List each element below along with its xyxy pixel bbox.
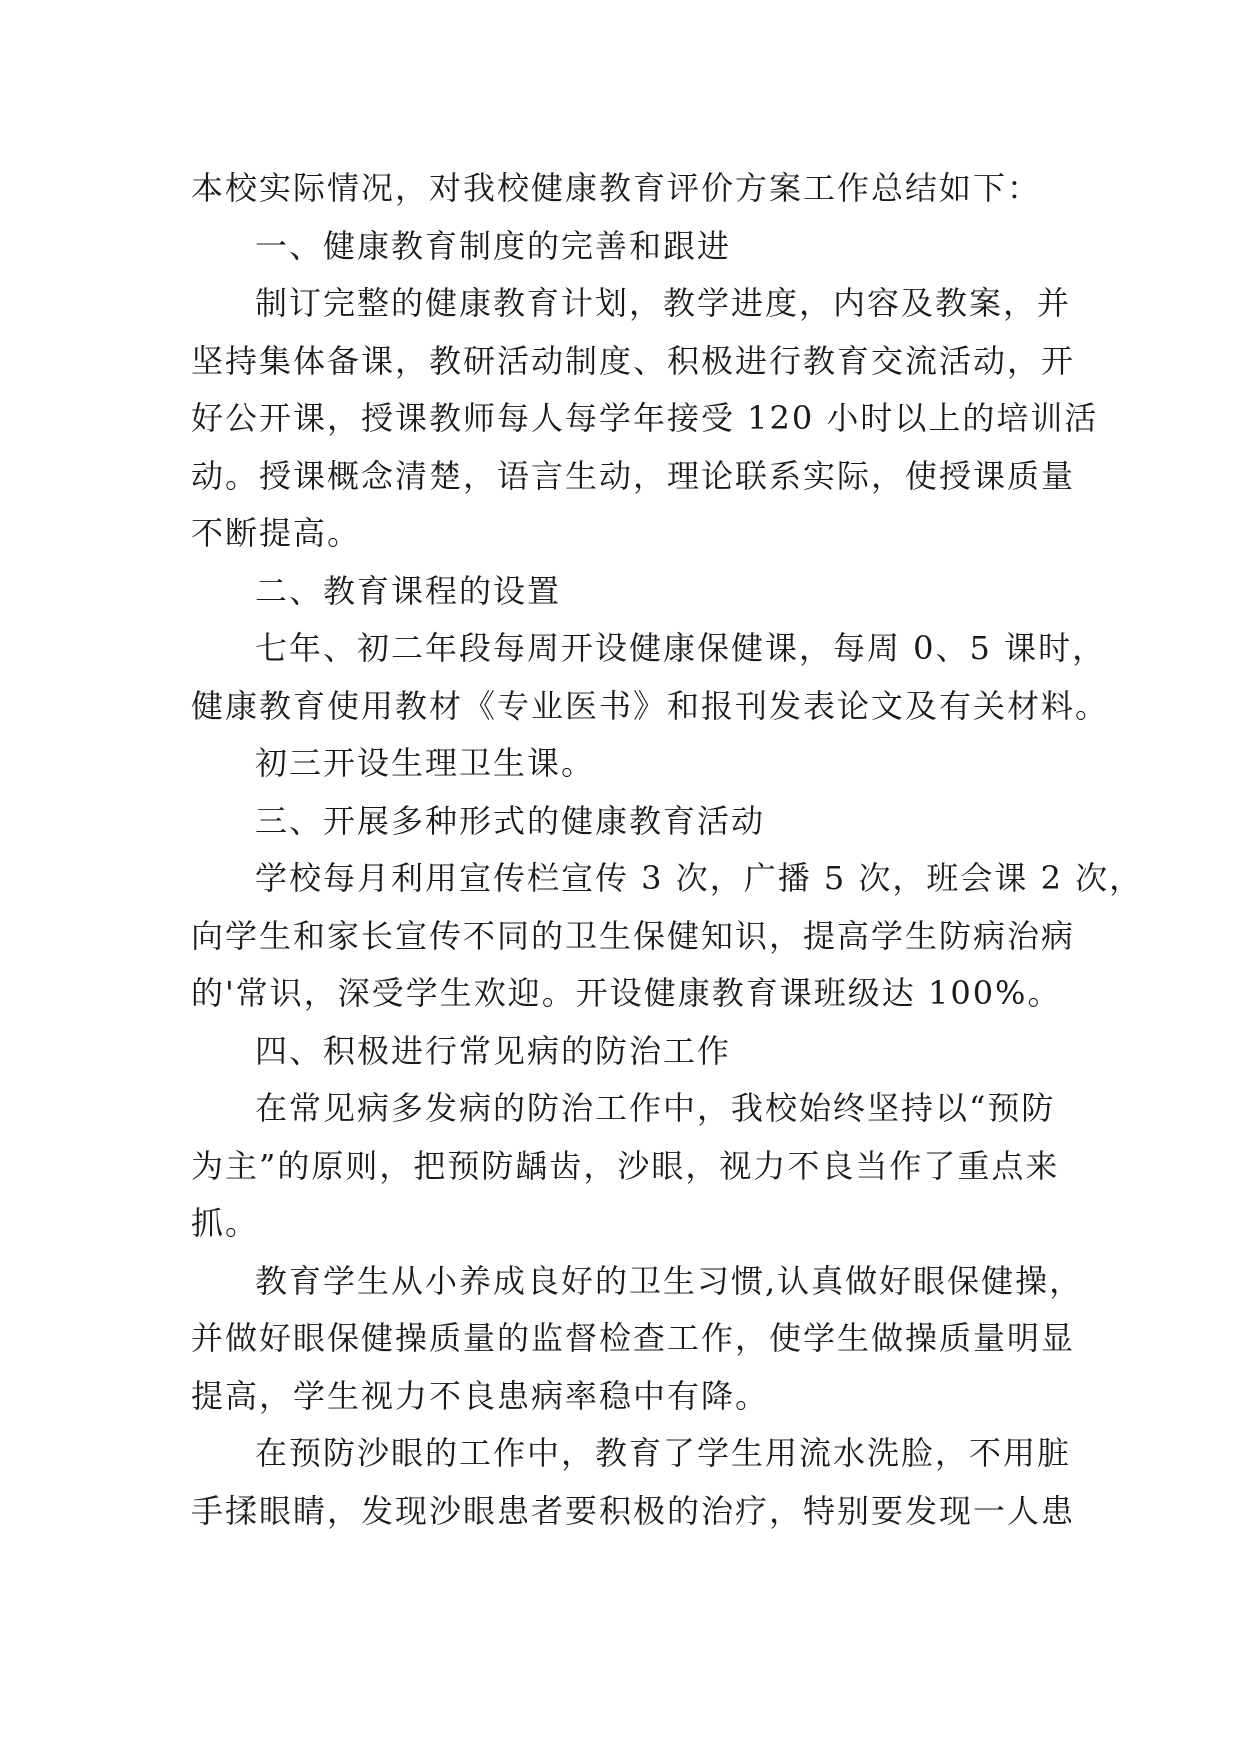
text-line: 好公开课，授课教师每人每学年接受 120 小时以上的培训活 — [191, 399, 1099, 437]
text-line: 健康教育使用教材《专业医书》和报刊发表论文及有关材料。 — [191, 686, 1110, 725]
text-line: 抓。 — [191, 1204, 260, 1242]
text-line: 制订完整的健康教育计划，教学进度，内容及教案，并 — [255, 284, 1072, 322]
section-heading-1: 一、健康教育制度的完善和跟进 — [255, 226, 732, 265]
text-line: 教育学生从小养成良好的卫生习惯,认真做好眼保健操， — [255, 1261, 1084, 1300]
section-heading-4: 四、积极进行常见病的防治工作 — [255, 1031, 732, 1070]
text-line: 为主”的原则，把预防龋齿，沙眼，视力不良当作了重点来 — [191, 1146, 1060, 1185]
section-heading-3: 三、开展多种形式的健康教育活动 — [255, 801, 766, 840]
text-line: 提高，学生视力不良患病率稳中有降。 — [191, 1376, 770, 1415]
text-line: 并做好眼保健操质量的监督检查工作，使学生做操质量明显 — [191, 1319, 1076, 1357]
text-line: 本校实际情况，对我校健康教育评价方案工作总结如下： — [191, 169, 1042, 207]
text-line: 在常见病多发病的防治工作中，我校始终坚持以“预防 — [255, 1089, 1056, 1127]
text-line: 手揉眼睛，发现沙眼患者要积极的治疗，特别要发现一人患 — [191, 1491, 1076, 1530]
text-line: 学校每月利用宣传栏宣传 3 次，广播 5 次，班会课 2 次， — [255, 859, 1144, 897]
section-heading-2: 二、教育课程的设置 — [255, 571, 562, 610]
text-line: 坚持集体备课，教研活动制度、积极进行教育交流活动，开 — [191, 341, 1076, 380]
text-line: 动。授课概念清楚，语言生动，理论联系实际，使授课质量 — [191, 456, 1076, 495]
text-line: 的'常识，深受学生欢迎。开设健康教育课班级达 100%。 — [191, 974, 1062, 1012]
text-line: 七年、初二年段每周开设健康保健课，每周 0、5 课时， — [255, 629, 1107, 667]
text-line: 初三开设生理卫生课。 — [255, 744, 596, 782]
text-line: 向学生和家长宣传不同的卫生保健知识，提高学生防病治病 — [191, 916, 1076, 955]
text-line: 在预防沙眼的工作中，教育了学生用流水洗脸，不用脏 — [255, 1434, 1072, 1472]
document-body — [191, 160, 1144, 1540]
text-line: 不断提高。 — [191, 514, 362, 552]
